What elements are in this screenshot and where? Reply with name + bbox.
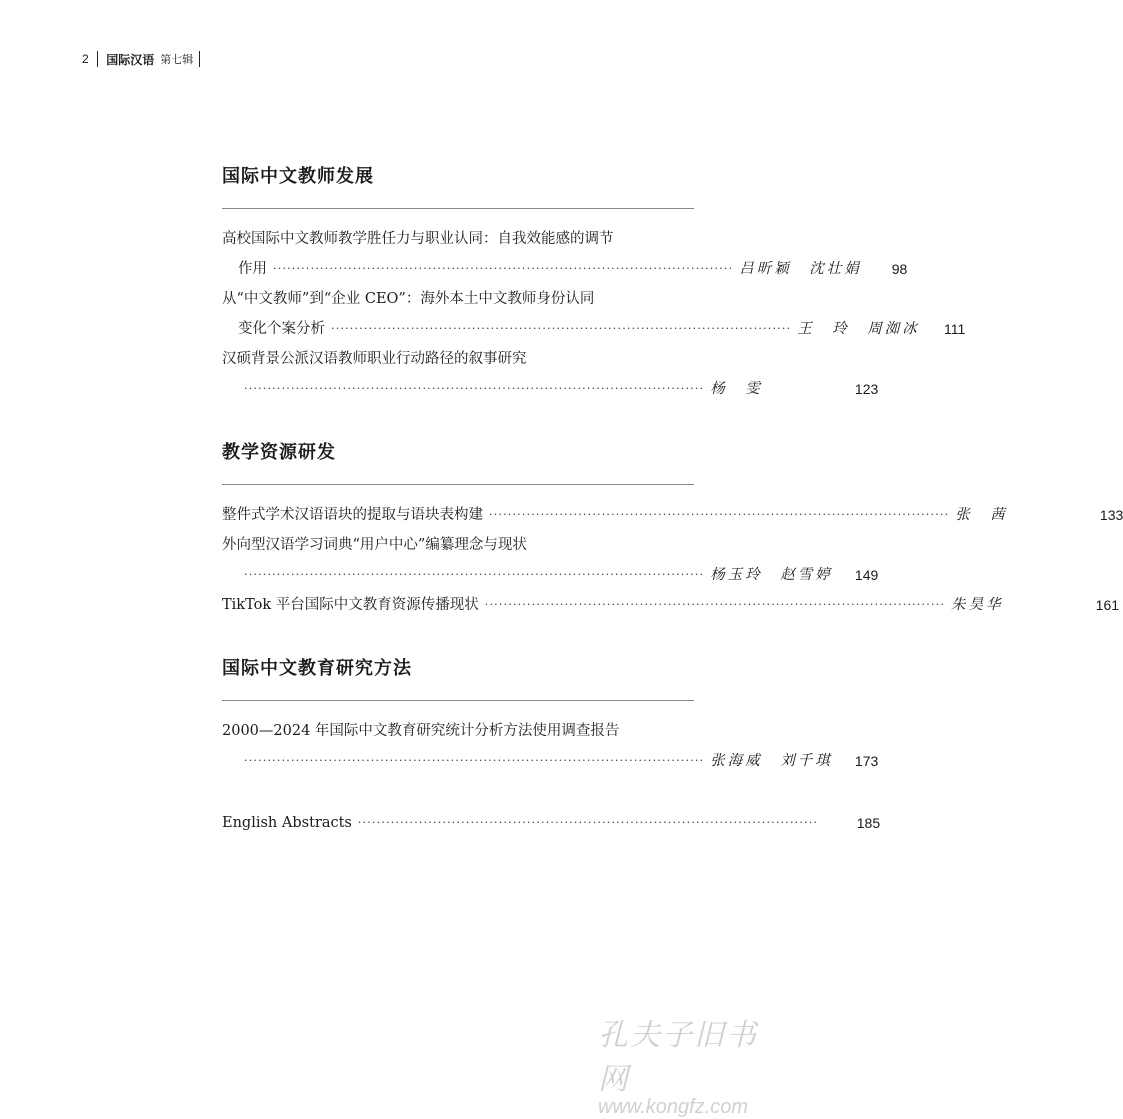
entry-authors: 吕昕颖 沈壮娟 [739,261,862,277]
leader-dots: ·································································································· [357,816,819,829]
leader-dots: ·································································································· [273,262,734,275]
leader-dots: ·································································································· [244,754,705,767]
toc-entry[interactable] [222,590,1120,620]
toc-entry[interactable] [222,254,908,284]
entry-page: 185 [856,815,881,831]
entry-page: 123 [854,381,879,397]
toc-entry-title-line[interactable] [222,716,694,746]
section-title: 国际中文教师发展 [222,166,374,187]
toc-section-research-methods [222,656,881,831]
header-divider [97,51,99,67]
section-rule [222,700,694,701]
header-divider-end [199,51,200,67]
entry-title: 2000—2024 年国际中文教育研究统计分析方法使用调查报告 [222,723,620,739]
toc-entry-title-line[interactable] [222,344,694,374]
leader-dots: ·································································································· [484,598,946,611]
leader-dots: ·································································································· [331,322,792,335]
leader-dots: ·································································································· [244,382,705,395]
entry-page: 173 [854,753,879,769]
running-header [82,48,200,70]
journal-issue: 第七辑 [160,53,194,66]
toc-entry-title-line[interactable] [222,224,694,254]
page-number: 2 [82,52,89,66]
entry-page: 149 [854,567,879,583]
watermark-chinese: 孔夫子旧书网 [598,1018,758,1097]
watermark-url: www.kongfz.com [598,1096,749,1118]
entry-authors: 杨玉玲 赵雪婷 [710,567,833,583]
entry-authors: 杨 雯 [710,381,763,397]
entry-title-cont: 变化个案分析 [238,321,325,337]
toc-entry-title-line[interactable] [222,284,694,314]
entry-title: English Abstracts [222,815,352,831]
entry-title: TikTok 平台国际中文教育资源传播现状 [222,597,479,613]
section-rule [222,208,694,209]
entry-authors: 张海威 刘千琪 [710,753,833,769]
leader-dots: ·································································································· [489,508,950,521]
toc-entry[interactable] [222,374,879,404]
entry-title-cont: 作用 [238,261,267,277]
section-title: 国际中文教育研究方法 [222,658,412,679]
section-rule [222,484,694,485]
toc-entry-title-line[interactable] [222,530,694,560]
entry-title: 整件式学术汉语语块的提取与语块表构建 [222,507,483,523]
entry-page: 133 [1099,507,1123,523]
entry-title: 从“中文教师”到“企业 CEO”：海外本土中文教师身份认同 [222,291,595,307]
entry-authors: 朱昊华 [951,597,1004,613]
leader-dots: ·································································································· [244,568,705,581]
toc-entry[interactable] [222,314,966,344]
watermark [598,1010,778,1118]
toc-entry[interactable] [222,560,879,590]
entry-title: 汉硕背景公派汉语教师职业行动路径的叙事研究 [222,351,527,367]
entry-title: 外向型汉语学习词典“用户中心”编纂理念与现状 [222,537,527,553]
toc-entry[interactable] [222,746,879,776]
entry-title: 高校国际中文教师教学胜任力与职业认同：自我效能感的调节 [222,231,614,247]
toc-section-teaching-resources [222,440,1123,613]
toc-entry[interactable] [222,500,1123,530]
toc-section-teacher-development [222,164,966,397]
entry-page: 161 [1095,597,1120,613]
entry-page: 98 [891,261,908,277]
section-title: 教学资源研发 [222,442,336,463]
entry-authors: 张 茜 [955,507,1008,523]
journal-title: 国际汉语 [106,52,155,67]
entry-page: 111 [943,321,966,337]
entry-authors: 王 玲 周洳冰 [797,321,920,337]
toc-entry-english[interactable] [222,808,881,838]
